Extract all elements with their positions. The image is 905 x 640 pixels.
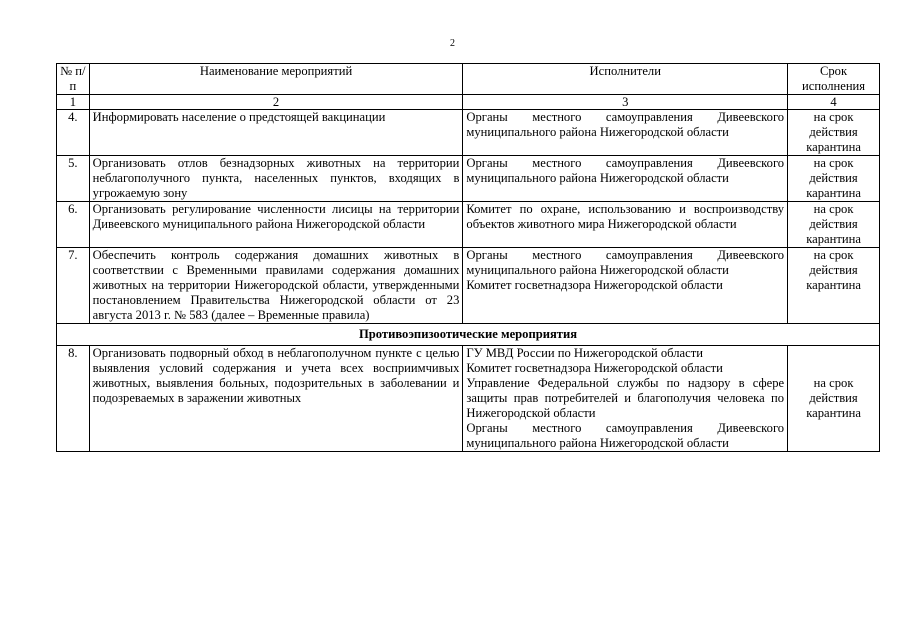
column-index: 2 — [89, 95, 463, 110]
column-index-row — [57, 95, 880, 110]
executor: Комитет госветнадзора Нижегородской области — [466, 278, 723, 292]
executors-cell — [463, 110, 788, 156]
executor: Органы местного самоуправления Дивеевского муниципального района Нижегородской области — [466, 248, 785, 277]
executor: ГУ МВД России по Нижегородской области — [466, 346, 703, 360]
term-cell: на срок действия карантина — [788, 248, 880, 324]
term-cell: на срок действия карантина — [788, 156, 880, 202]
section-title: Противоэпизоотические мероприятия — [57, 324, 880, 346]
header-name: Наименование мероприятий — [89, 64, 463, 95]
table-row — [57, 346, 880, 452]
measure-name: Информировать население о предстоящей вакцинации — [89, 110, 463, 156]
row-number: 7. — [57, 248, 90, 324]
executors-cell — [463, 346, 788, 452]
row-number: 6. — [57, 202, 90, 248]
page-number: 2 — [450, 38, 455, 49]
executor: Комитет госветнадзора Нижегородской области — [466, 361, 723, 375]
executors-cell — [463, 248, 788, 324]
executor: Органы местного самоуправления Дивеевского муниципального района Нижегородской области — [466, 421, 785, 450]
term-cell: на срок действия карантина — [788, 202, 880, 248]
measure-name: Организовать подворный обход в неблагополучном пункте с целью выявления условий содержания и учета всех восприимчивых животных, выявления больных, подозрительных в заболевании и подозреваемых в заражении животных — [89, 346, 463, 452]
row-number: 8. — [57, 346, 90, 452]
measures-table — [56, 63, 880, 452]
header-term: Срок исполнения — [788, 64, 880, 95]
table-row — [57, 156, 880, 202]
measure-name: Обеспечить контроль содержания домашних животных в соответствии с Временными правилами содержания домашних животных на территории Нижегородской области, утвержденными постановлением Правительства Нижегородской области от 23 августа 2013 г. № 583 (далее – Временные правила) — [89, 248, 463, 324]
row-number: 4. — [57, 110, 90, 156]
header-executors: Исполнители — [463, 64, 788, 95]
section-header-row — [57, 324, 880, 346]
executor: Управление Федеральной службы по надзору в сфере защиты прав потребителей и благополучия человека по Нижегородской области — [466, 376, 785, 420]
executor: Комитет по охране, использованию и воспроизводству объектов животного мира Нижегородской области — [466, 202, 785, 231]
table-row — [57, 248, 880, 324]
executor: Органы местного самоуправления Дивеевского муниципального района Нижегородской области — [466, 110, 785, 139]
column-index: 1 — [57, 95, 90, 110]
table-row — [57, 110, 880, 156]
executors-cell — [463, 202, 788, 248]
column-index: 3 — [463, 95, 788, 110]
executor: Органы местного самоуправления Дивеевского муниципального района Нижегородской области — [466, 156, 785, 185]
row-number: 5. — [57, 156, 90, 202]
measure-name: Организовать регулирование численности лисицы на территории Дивеевского муниципального района Нижегородской области — [89, 202, 463, 248]
executors-cell — [463, 156, 788, 202]
term-cell: на срок действия карантина — [788, 346, 880, 452]
term-cell: на срок действия карантина — [788, 110, 880, 156]
header-num: № п/п — [57, 64, 90, 95]
table-header-row — [57, 64, 880, 95]
table-row — [57, 202, 880, 248]
measure-name: Организовать отлов безнадзорных животных на территории неблагополучного пункта, населенных пунктов, входящих в угрожаемую зону — [89, 156, 463, 202]
column-index: 4 — [788, 95, 880, 110]
